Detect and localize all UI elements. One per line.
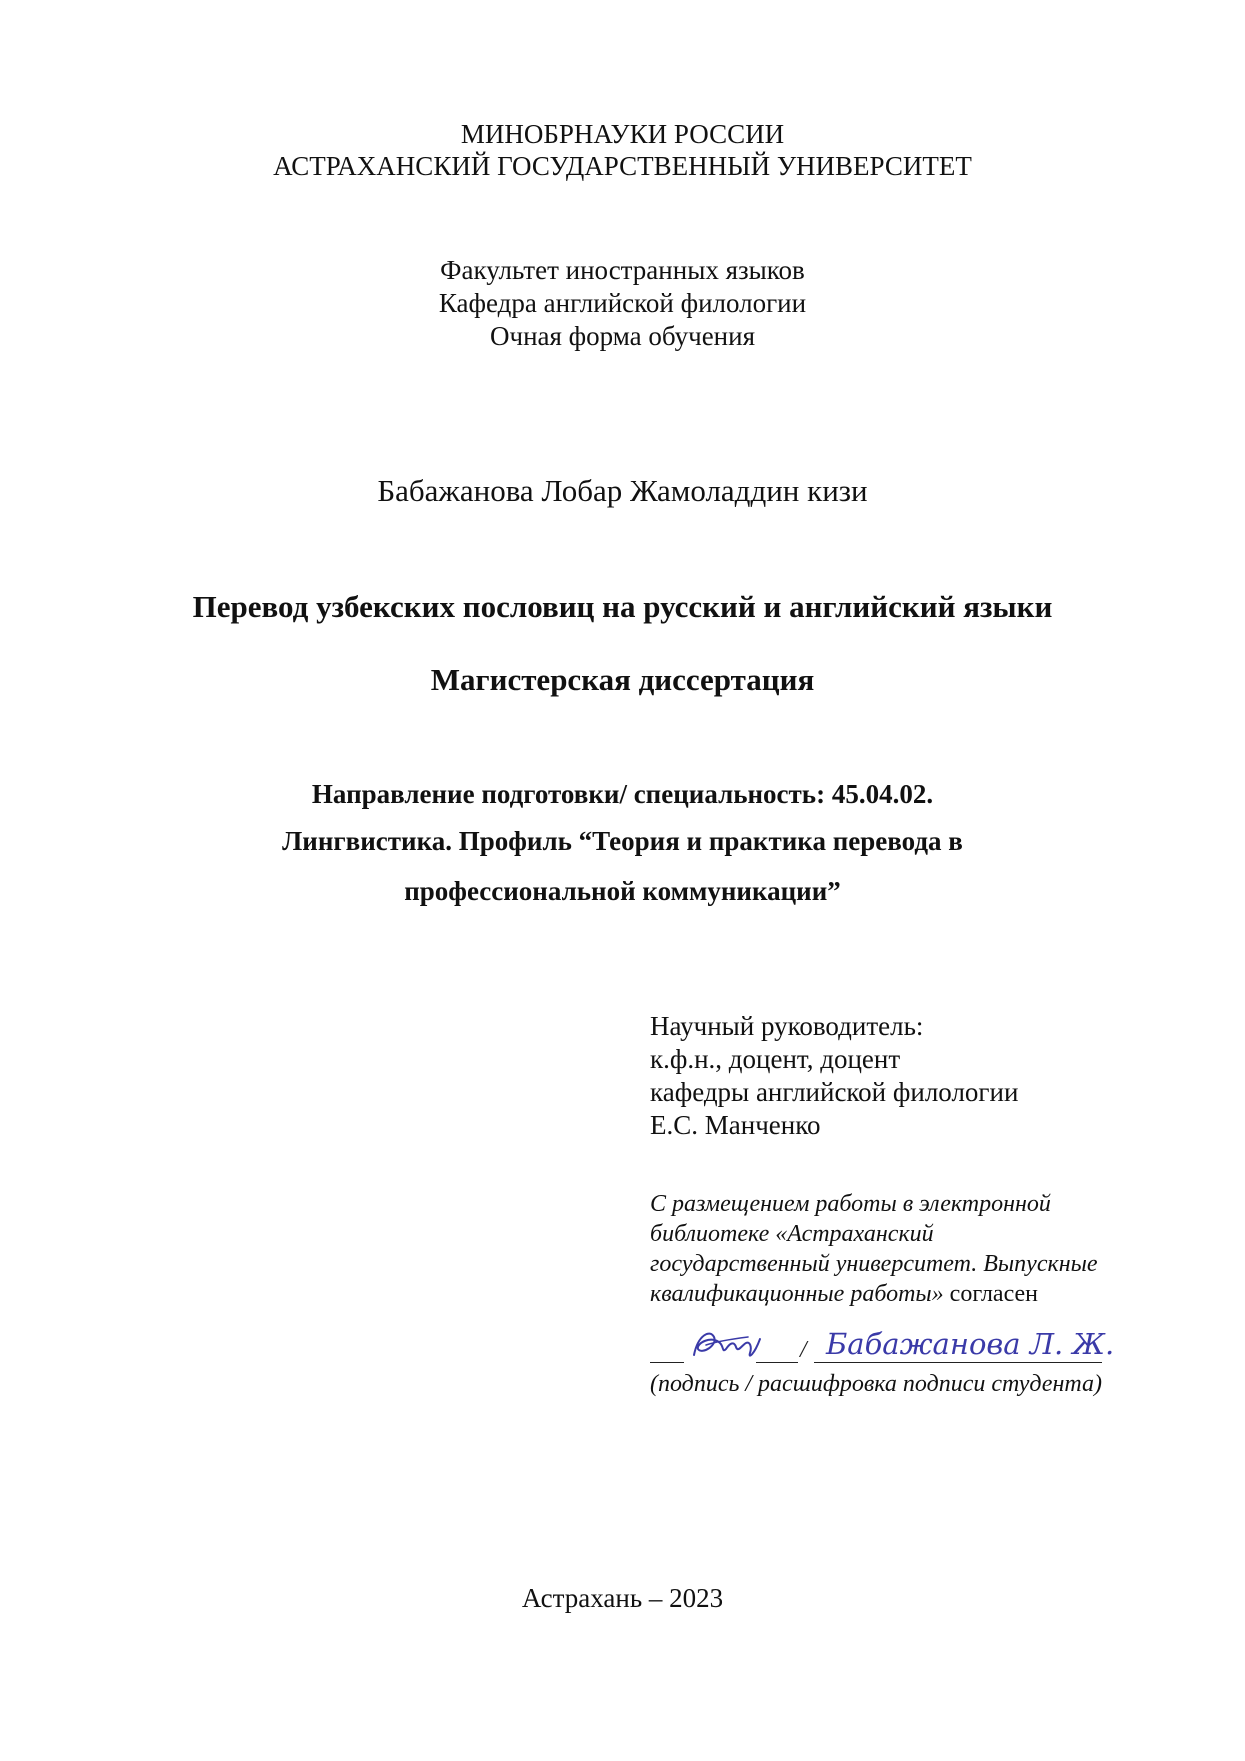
consent-line-1: С размещением работы в электронной	[650, 1191, 1051, 1217]
city-year: Астрахань – 2023	[521, 1583, 724, 1613]
signature-row	[650, 1325, 1120, 1367]
author-name: Бабажанова Лобар Жамоладдин кизи	[377, 473, 868, 508]
signature-caption: (подпись / расшифровка подписи студента)	[650, 1371, 1102, 1397]
direction-line-1: Направление подготовки/ специальность: 45.04.02.	[311, 779, 934, 809]
signature-underline-right	[814, 1362, 1102, 1363]
handwritten-name: Бабажанова Л. Ж.	[826, 1327, 1115, 1361]
signature-underline-middle	[756, 1362, 798, 1363]
signature-underline-left	[650, 1362, 684, 1363]
thesis-title: Перевод узбекских пословиц на русский и английский языки	[192, 589, 1053, 624]
ministry-name: МИНОБРНАУКИ РОССИИ	[460, 119, 785, 149]
faculty-name: Факультет иностранных языков	[440, 255, 805, 285]
supervisor-degree: к.ф.н., доцент, доцент	[650, 1044, 901, 1074]
supervisor-name: Е.С. Манченко	[650, 1110, 821, 1140]
direction-line-3: профессиональной коммуникации”	[404, 876, 841, 906]
supervisor-department: кафедры английской филологии	[650, 1077, 1019, 1107]
signature-slash: /	[800, 1337, 807, 1363]
study-form: Очная форма обучения	[490, 321, 755, 351]
supervisor-label: Научный руководитель:	[650, 1011, 924, 1041]
department-name: Кафедра английской филологии	[438, 288, 807, 318]
consent-agree-word: согласен	[943, 1281, 1039, 1307]
consent-line-2: библиотеке «Астраханский	[650, 1221, 934, 1247]
university-name: АСТРАХАНСКИЙ ГОСУДАРСТВЕННЫЙ УНИВЕРСИТЕТ	[273, 151, 972, 181]
consent-line-3: государственный университет. Выпускные	[650, 1251, 1098, 1277]
work-type: Магистерская диссертация	[430, 662, 815, 697]
direction-line-2: Лингвистика. Профиль “Теория и практика перевода в	[282, 826, 963, 856]
consent-line-4	[650, 1280, 1038, 1309]
consent-line-4-italic: квалификационные работы»	[650, 1281, 944, 1307]
signature-scribble	[688, 1325, 770, 1365]
